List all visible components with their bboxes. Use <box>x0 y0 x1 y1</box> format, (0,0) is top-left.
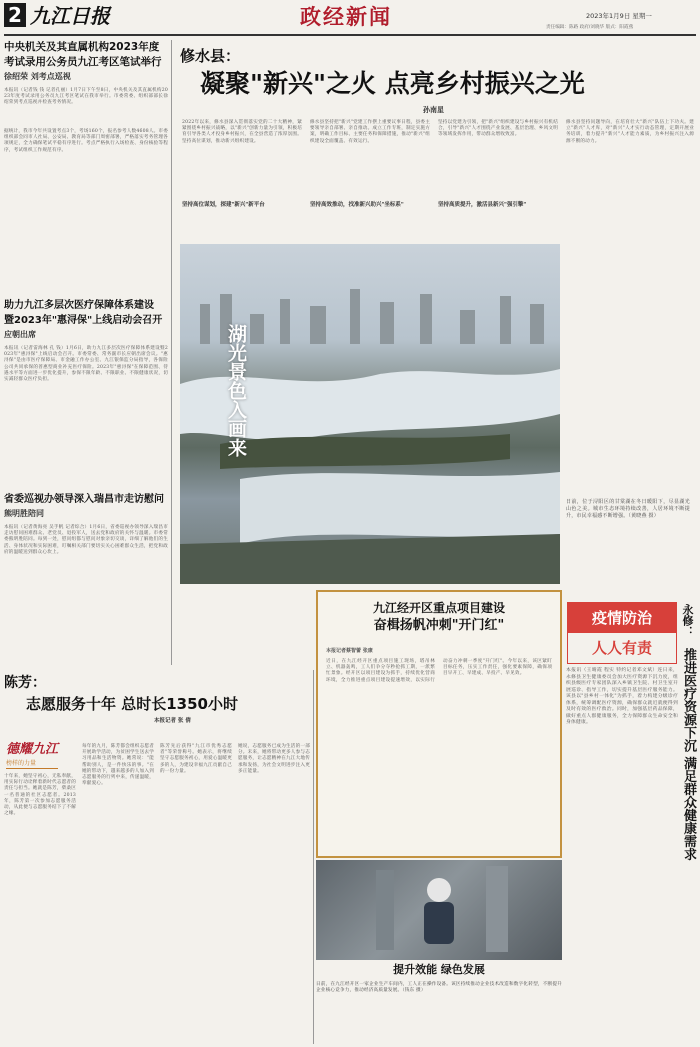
feature-headline: 凝聚"新兴"之火 点亮乡村振兴之光 <box>200 69 585 98</box>
photo-vertical-title: 湖光景色入画来 <box>225 324 247 457</box>
feature-byline: 孙南星 <box>423 106 444 114</box>
volunteer-kicker: 陈芳： <box>4 675 46 691</box>
volunteer-col-3: 陈芳先后获得"九江市优秀志愿者"等荣誉称号。她表示，将继续坚守志愿服务初心，用爱心温暖更多的人，为建设幸福九江贡献自己的一份力量。 <box>160 744 232 774</box>
deyao-logo-sub: 榜样的力量 <box>6 759 58 769</box>
feature-col-4-text: 修水县坚持问题导向，在培育壮大"新兴"队伍上下功夫。建立"新兴"人才库，对"新兴"人才实行动态管理，定期开展业务培训，着力提升"新兴"人才能力素质，为乡村振兴注入源源不断的动力。 <box>566 120 694 144</box>
epidemic-title: 推进医疗资源下沉 满足群众健康需求 <box>681 648 696 861</box>
feature-county: 修水县： <box>180 47 241 65</box>
masthead-rule <box>4 34 696 36</box>
feature-col-2-subhead: 坚持高效推动，找准新兴助兴"坐标系" <box>310 202 404 208</box>
article2-title-1: 助力九江多层次医疗保障体系建设 <box>4 300 154 311</box>
feature-columns <box>182 120 695 244</box>
feature-col-1-text: 2022年以来，修水县深入贯彻落实党的二十大精神，紧紧围绕乡村振兴战略，以"新兴"创新力量为引领，积极培育引导各类人才投身乡村振兴，在全县营造了浓厚氛围。坚持高位谋划，推动新兴组织建设。 <box>182 120 302 144</box>
feature-col-3-subhead: 坚持高质提升，激活县新兴"强引擎" <box>438 202 527 208</box>
kaifa-byline: 本报记者蔡智蕾 张康 <box>326 648 373 654</box>
photo-caption-box <box>560 244 696 584</box>
volunteer-col-2: 每年的九月，陈芳都会组织志愿者开展助学活动，为贫困学生送去学习用品和生活物资。她常说："能帮助别人，是一件快乐的事。"在她的带动下，越来越多的人加入到志愿服务的行列中来，传递温暖，奉献爱心。 <box>82 744 154 787</box>
kaifa-title-2: 奋楫扬帆冲刺"开门红" <box>373 618 505 633</box>
feature-col-2-text: 修水县坚持把"新兴"党建工作摆上重要议事日程，县委主要领导亲自部署、亲自推动。成立工作专班，制定实施方案，明确工作目标、主要任务和保障措施，推动"新兴"组织建设全面覆盖、有效运行。 <box>310 120 430 144</box>
volunteer-headline: 志愿服务十年 总时长1350小时 <box>26 695 238 713</box>
worker-illustration <box>316 860 562 960</box>
page-number: 2 <box>4 3 26 27</box>
left-divider <box>171 40 172 665</box>
article1-title-2: 考试录用公务员九江考区笔试举行 <box>4 56 162 68</box>
article3-title: 省委巡视办领导深入瑞昌市走访慰问 <box>4 494 164 505</box>
photo-caption: 日前，位于浔阳区的甘棠湖在冬日暖阳下，尽显湖光山色之美。城市生态环境持续改善，人居环境不断提升，市民幸福感不断增强。（黄晓燕 摄） <box>566 499 690 519</box>
epidemic-kicker: 永修： <box>681 604 694 637</box>
volunteer-header <box>4 673 312 739</box>
feature-col-4 <box>566 120 694 244</box>
lake-photo <box>180 244 560 584</box>
worker-photo <box>316 860 562 960</box>
volunteer-divider <box>313 670 314 1044</box>
article3-subtitle: 熊明胜陪同 <box>4 508 44 518</box>
epidemic-banner-line-1: 疫情防治 <box>568 603 676 633</box>
editor-line: 责任编辑：陈路 政府/刘晓华 版式：阳霞燕 <box>546 25 634 30</box>
kaifa-title-1: 九江经开区重点项目建设 <box>372 601 505 615</box>
volunteer-byline: 本报记者 张 倩 <box>154 718 191 724</box>
epidemic-body: 本报讯（王晴霞 程实 特约记者邓文斌）连日来，永修县卫生健康委员会加大医疗资源下沉力度，组织县级医疗专家团队深入乡镇卫生院、村卫生室开展巡诊、指导工作，切实提升基层医疗服务能力。该县以"县乡村一体化"为抓手，着力构建分级诊疗体系，统筹调配医疗资源，确保群众就近就便得到及时有效的医疗救治。同时，加强基层药品保障，做好重点人群健康服务，全力保障群众生命安全和身体健康。 <box>566 668 678 725</box>
epidemic-headline-area <box>680 604 698 1044</box>
article1-subtitle: 徐绍荣 刘考点巡视 <box>4 71 71 81</box>
epidemic-banner-line-2: 人人有责 <box>591 639 652 657</box>
feature-col-2 <box>310 120 430 244</box>
volunteer-col-1: 十年来，她坚守初心，无私奉献，用实际行动诠释着新时代志愿者的责任与担当。她就是陈芳，柴桑区一名普通的社区志愿者。2013年，陈芳第一次参加志愿服务活动，从此便与志愿服务结下了不解之缘。 <box>4 774 76 817</box>
article1-body: 据统计，我市今年共设置考点3个，考场160个，报名参考人数4608人。市委组织部会同市人社局、公安局、教育局等部门周密部署，严格落实考务管理各项规定，全力确保笔试平稳有序进行。考点严格执行入场检查、身份核验等程序，考试组织工作规范有序。 <box>4 129 169 153</box>
feature-col-3-text: 坚持以党建为引领，把"新兴"组织建设与乡村振兴有机结合，引导"新兴"人才围绕产业发展、基层治理、乡风文明等领域发挥作用，带动群众增收致富。 <box>438 120 558 138</box>
kaifa-article <box>316 590 562 858</box>
article1-lead: 本报讯（记者钱 钱 记者孔丽）1月7日下午至8日，中央机关及其直属机构2023年度考试录用公务员九江考区笔试在我市举行。市委常委、组织部部长徐绍荣到考点巡视并检查考务情况。 <box>4 88 168 106</box>
kaifa-body: 近日，在九江经开区重点项目施工现场，塔吊林立、机器轰鸣，工人们争分夺秒抢抓工期，一派繁忙景象。经开区以项目建设为抓手，持续优化营商环境，全力推进重点项目建设提速增效，以实际行动奋力冲刺一季度"开门红"。今年以来，该区紧盯目标任务，压实工作责任，强化要素保障，确保项目早开工、早建成、早投产、早见效。 <box>326 659 552 683</box>
article2-subtitle: 应朝出席 <box>4 329 36 339</box>
epidemic-body-area <box>566 668 678 1044</box>
epidemic-banner <box>567 602 677 664</box>
paper-name: 九江日报 <box>30 4 110 28</box>
feature-col-3 <box>438 120 558 244</box>
photo2-title: 提升效能 绿色发展 <box>393 963 485 976</box>
photo2-caption-area <box>316 962 562 1044</box>
feature-col-1 <box>182 120 302 244</box>
article3-body: 本报讯（记者黄海亮 吴手帆 记者综合）1月6日，省委巡视办领导深入瑞昌市走访慰问困难群众、老党员、退役军人，送去党和政府的关怀与温暖。市委常委熊明胜陪同。每到一处，慰问组都与慰问对象亲切交谈，详细了解他们的生活、身体状况和实际困难，叮嘱相关部门要切实关心困难群众生活，把党和政府的温暖送到群众心坎上。 <box>4 525 168 555</box>
photo2-caption: 日前，在九江经开区一家企业生产车间内，工人正在操作设备。该区持续推动企业技术改造和数字化转型，不断提升企业核心竞争力，推动经济高质量发展。（钱东 摄） <box>316 982 562 994</box>
issue-date: 2023年1月9日 星期一 <box>586 12 652 20</box>
left-column <box>4 40 168 670</box>
volunteer-col-4: 她说，志愿服务已成为生活的一部分。未来，她将带动更多人参与志愿服务，让志愿精神在九江大地传承和发扬，为社会文明进步注入更多正能量。 <box>238 744 310 774</box>
article2-title-2: 暨2023年"惠浔保"上线启动会召开 <box>4 315 163 326</box>
section-title: 政经新闻 <box>300 4 392 29</box>
deyao-logo <box>6 741 70 771</box>
feature-col-1-subhead: 坚持高位谋划，探建"新兴"新平台 <box>182 202 265 208</box>
article1-title-1: 中央机关及其直属机构2023年度 <box>4 41 160 53</box>
masthead <box>0 0 700 38</box>
feature-header <box>180 45 696 120</box>
deyao-logo-title: 德耀九江 <box>6 742 59 757</box>
article2-body: 本报讯（记者雷海林 孔 钱）1月6日，助力九江多层次医疗保障体系建设暨2023年"惠浔保"上线启动会召开。市委常委、常务副市长应朝出席会议。"惠浔保"是由市医疗保障局、市金融工作办公室、九江银保监分局指导，各保险公司共同承保的普惠型商业补充医疗保险。2023年"惠浔保"在保障范围、待遇水平等方面进一步优化提升，参保不限年龄、不限职业、不限健康状况，切实减轻群众医疗负担。 <box>4 346 168 383</box>
